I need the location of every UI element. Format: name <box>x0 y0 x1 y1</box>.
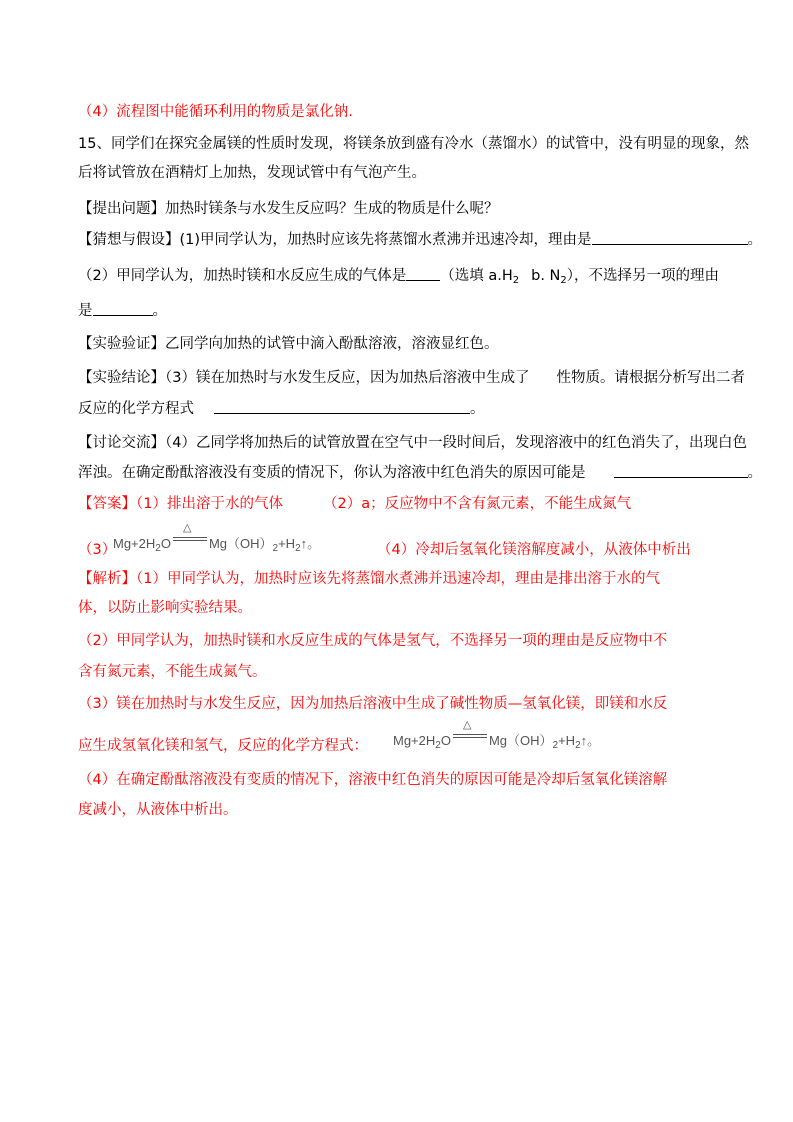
analysis-line-7: （4）在确定酚酞溶液没有变质的情况下，溶液中红色消失的原因可能是冷却后氢氧化镁溶解 <box>78 772 668 788</box>
answer-line-1: 【答案】（1）排出溶于水的气体 （2）a；反应物中不含有氮元素，不能生成氮气 <box>78 496 632 512</box>
analysis-line-2: 体，以防止影响实验结果。 <box>78 600 252 616</box>
hypothesis-2-reason-line: 是 。 <box>78 300 167 321</box>
equation-prompt-line: 反应的化学方程式 。 <box>78 398 485 419</box>
question-15-line-2: 后将试管放在酒精灯上加热，发现试管中有气泡产生。 <box>78 165 426 181</box>
analysis-line-6: 应生成氢氧化镁和氢气，反应的化学方程式： <box>78 738 368 754</box>
question-15-line-1: 15、同学们在探究金属镁的性质时发现，将镁条放到盛有冷水（蒸馏水）的试管中，没有明显的现象，然 <box>78 136 749 152</box>
answer-tag: 【答案】 <box>78 496 136 512</box>
answer-blank-2[interactable] <box>406 265 440 281</box>
analysis-line-4: 含有氮元素，不能生成氮气。 <box>78 664 267 680</box>
analysis-line-3: （2）甲同学认为，加热时镁和水反应生成的气体是氢气，不选择另一项的理由是反应物中不 <box>78 633 668 649</box>
answer-blank-1[interactable] <box>592 229 748 245</box>
conclusion-line: 【实验结论】（3）镁在加热时与水发生反应，因为加热后溶液中生成了 性物质。请根据分析写出二者 <box>78 370 745 386</box>
experiment-verify-line: 【实验验证】乙同学向加热的试管中滴入酚酞溶液，溶液显红色。 <box>78 336 499 352</box>
answer-blank-6[interactable] <box>614 462 748 478</box>
answer-line-2: （3） <box>78 542 117 558</box>
discussion-line-2: 浑浊。在确定酚酞溶液没有变质的情况下，你认为溶液中红色消失的原因可能是 。 <box>78 462 762 483</box>
analysis-line-8: 度减小，从液体中析出。 <box>78 802 238 818</box>
hypothesis-line: 【猜想与假设】(1)甲同学认为，加热时应该先将蒸馏水煮沸并迅速冷却，理由是 。 <box>78 229 762 250</box>
prev-answer-line: （4）流程图中能循环利用的物质是氯化钠. <box>78 104 353 120</box>
reaction-condition-arrow: △ <box>173 533 207 547</box>
answer-blank-3[interactable] <box>93 300 153 316</box>
answer-equation: $Mg+2H_2O$ △ $Mg(OH)_2+H_2↑$。 <box>113 522 321 554</box>
analysis-line-1: 【解析】（1）甲同学认为，加热时应该先将蒸馏水煮沸并迅速冷却，理由是排出溶于水的气 <box>78 571 660 587</box>
discussion-line-1: 【讨论交流】（4）乙同学将加热后的试管放置在空气中一段时间后，发现溶液中的红色消失了，出现白色 <box>78 435 747 451</box>
answer-line-2b: （4）冷却后氢氧化镁溶解度减小，从液体中析出 <box>377 542 691 558</box>
raise-question-line: 【提出问题】加热时镁条与水发生反应吗？生成的物质是什么呢？ <box>78 201 499 217</box>
analysis-equation: $Mg+2H_2O$ △ $Mg(OH)_2+H_2↑$。 <box>393 719 601 751</box>
answer-blank-5[interactable] <box>214 398 470 414</box>
analysis-line-5: （3）镁在加热时与水发生反应，因为加热后溶液中生成了碱性物质—氢氧化镁，即镁和水反 <box>78 696 668 712</box>
reaction-condition-arrow-2: △ <box>453 730 487 744</box>
analysis-tag: 【解析】 <box>78 571 136 587</box>
hypothesis-2-line: （2）甲同学认为，加热时镁和水反应生成的气体是 （选填 $a.H_2$ b. $N_2$），不选择另一项的理由 <box>78 265 719 291</box>
